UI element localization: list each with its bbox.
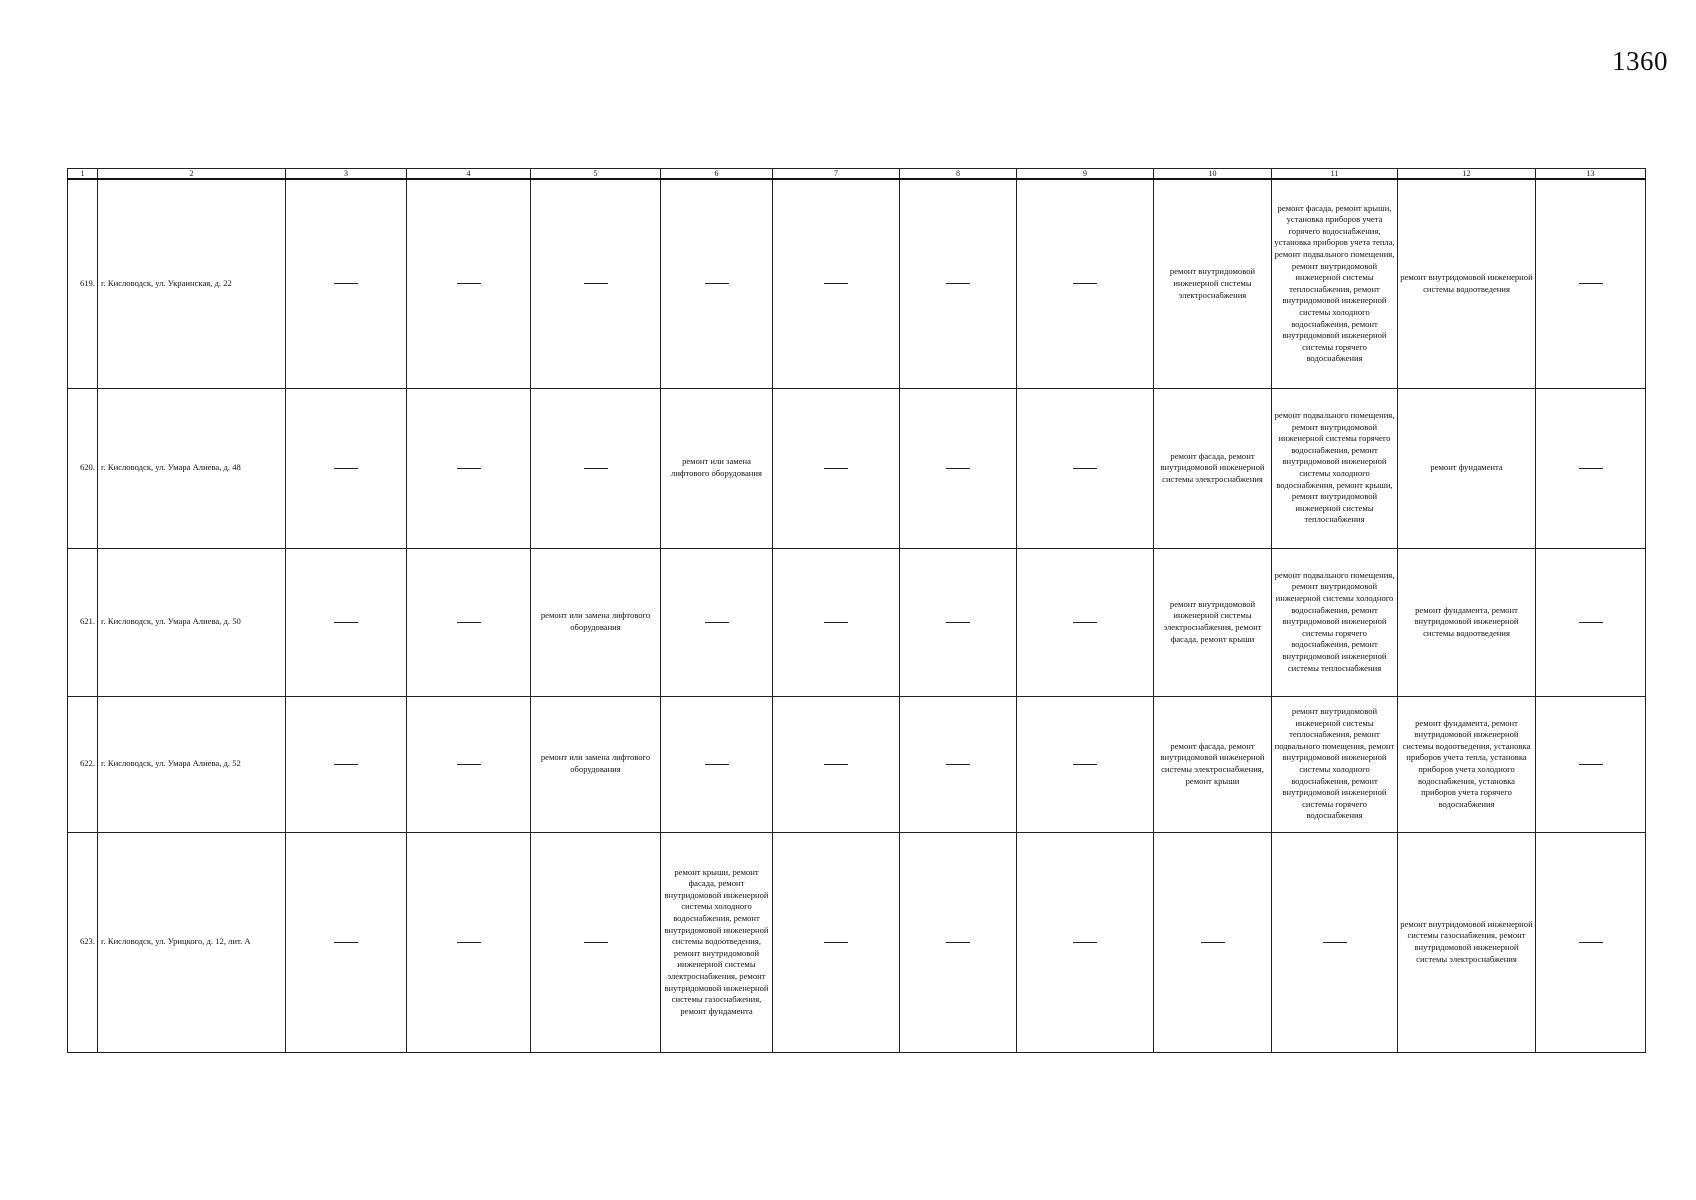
table-cell: [1272, 548, 1398, 696]
work-description: ремонт внутридомовой инженерной системы электроснабжения: [1169, 266, 1256, 300]
row-address: г. Кисловодск, ул. Умара Алиева, д. 50: [98, 548, 286, 696]
dash-cell: [1201, 942, 1225, 943]
row-address: г. Кисловодск, ул. Умара Алиева, д. 52: [98, 696, 286, 832]
dash-cell: [457, 764, 481, 765]
table-cell: [407, 388, 531, 548]
column-header: 1: [68, 169, 98, 180]
column-header: 7: [773, 169, 900, 180]
table-cell: [531, 388, 661, 548]
work-description: ремонт фасада, ремонт крыши, установка приборов учета горячего водоснабжения, установка приборов учета тепла, ремонт подвального помещения, ремонт внутридомовой инженерной системы теплоснабжения, ремонт внутридомовой инженерной системы холодного водоснабжения, ремонт внутридомовой инженерной системы горячего водоснабжения: [1274, 202, 1395, 364]
table-cell: [1017, 832, 1154, 1052]
capital-repair-schedule-table: [67, 168, 1646, 1053]
table-cell: [773, 548, 900, 696]
work-description: ремонт подвального помещения, ремонт внутридомовой инженерной системы горячего водоснабжения, ремонт внутридомовой инженерной системы холодного водоснабжения, ремонт крыши, ремонт внутридомовой инженерной системы теплоснабжения: [1274, 410, 1395, 525]
dash-cell: [457, 468, 481, 469]
table-row: [68, 179, 1646, 388]
dash-cell: [334, 764, 358, 765]
table-cell: [286, 179, 407, 388]
table-cell: [900, 696, 1017, 832]
table-cell: [900, 179, 1017, 388]
table-cell: [286, 832, 407, 1052]
work-description: ремонт внутридомовой инженерной системы водоотведения: [1400, 272, 1533, 294]
table-cell: [773, 696, 900, 832]
column-header: 13: [1536, 169, 1646, 180]
table-cell: [1398, 388, 1536, 548]
table-row: [68, 832, 1646, 1052]
table-cell: [1536, 179, 1646, 388]
dash-cell: [334, 468, 358, 469]
table-cell: [661, 179, 773, 388]
dash-cell: [946, 468, 970, 469]
row-number: 621.: [68, 548, 98, 696]
dash-cell: [824, 283, 848, 284]
table-cell: [1536, 696, 1646, 832]
table-cell: [1398, 696, 1536, 832]
dash-cell: [1073, 942, 1097, 943]
work-description: ремонт фасада, ремонт внутридомовой инженерной системы электроснабжения: [1160, 450, 1265, 484]
row-number: 622.: [68, 696, 98, 832]
table-cell: [1154, 832, 1272, 1052]
column-header: 3: [286, 169, 407, 180]
dash-cell: [824, 622, 848, 623]
dash-cell: [1073, 622, 1097, 623]
dash-cell: [1579, 622, 1603, 623]
table-cell: [661, 388, 773, 548]
table-cell: [286, 388, 407, 548]
column-header: 4: [407, 169, 531, 180]
table-cell: [407, 832, 531, 1052]
work-description: ремонт или замена лифтового оборудования: [540, 752, 651, 774]
table-cell: [773, 832, 900, 1052]
table-cell: [1017, 179, 1154, 388]
table-cell: [531, 832, 661, 1052]
row-number: 623.: [68, 832, 98, 1052]
column-number-header-row: [68, 169, 1646, 180]
dash-cell: [946, 764, 970, 765]
table-cell: [407, 179, 531, 388]
dash-cell: [334, 622, 358, 623]
dash-cell: [1073, 468, 1097, 469]
dash-cell: [705, 764, 729, 765]
dash-cell: [946, 942, 970, 943]
dash-cell: [946, 622, 970, 623]
dash-cell: [584, 468, 608, 469]
column-header: 6: [661, 169, 773, 180]
table-cell: [1398, 548, 1536, 696]
work-description: ремонт подвального помещения, ремонт внутридомовой инженерной системы холодного водоснабжения, ремонт внутридомовой инженерной системы горячего водоснабжения, ремонт внутридомовой инженерной системы теплоснабжения: [1274, 569, 1395, 673]
table-cell: [773, 388, 900, 548]
table-cell: [1536, 388, 1646, 548]
dash-cell: [824, 942, 848, 943]
column-header: 11: [1272, 169, 1398, 180]
row-number: 619.: [68, 179, 98, 388]
table-cell: [531, 548, 661, 696]
dash-cell: [1073, 283, 1097, 284]
table-cell: [661, 832, 773, 1052]
table-cell: [1017, 388, 1154, 548]
table-cell: [1154, 179, 1272, 388]
table-cell: [1398, 832, 1536, 1052]
row-address: г. Кисловодск, ул. Украинская, д. 22: [98, 179, 286, 388]
table-cell: [1536, 832, 1646, 1052]
table-cell: [1398, 179, 1536, 388]
work-description: ремонт или замена лифтового оборудования: [671, 456, 762, 478]
table-cell: [1154, 388, 1272, 548]
row-address: г. Кисловодск, ул. Умара Алиева, д. 48: [98, 388, 286, 548]
table-cell: [1536, 548, 1646, 696]
work-description: ремонт внутридомовой инженерной системы теплоснабжения, ремонт подвального помещения, ремонт внутридомовой инженерной системы холодного водоснабжения, ремонт внутридомовой инженерной системы горячего водоснабжения: [1274, 706, 1395, 821]
table-cell: [286, 548, 407, 696]
work-description: ремонт фундамента, ремонт внутридомовой инженерной системы водоотведения: [1414, 604, 1519, 638]
table-cell: [531, 696, 661, 832]
table-cell: [900, 832, 1017, 1052]
table-row: [68, 548, 1646, 696]
table-cell: [900, 548, 1017, 696]
work-description: ремонт или замена лифтового оборудования: [540, 610, 651, 632]
dash-cell: [946, 283, 970, 284]
table-cell: [1272, 696, 1398, 832]
table-row: [68, 388, 1646, 548]
table-cell: [1154, 548, 1272, 696]
dash-cell: [1579, 764, 1603, 765]
dash-cell: [1579, 283, 1603, 284]
table-cell: [661, 548, 773, 696]
page-number: 1360: [1612, 46, 1668, 76]
table-cell: [1272, 179, 1398, 388]
dash-cell: [334, 283, 358, 284]
table-cell: [1272, 388, 1398, 548]
table-cell: [531, 179, 661, 388]
dash-cell: [584, 283, 608, 284]
work-description: ремонт крыши, ремонт фасада, ремонт внутридомовой инженерной системы холодного водоснабжения, ремонт внутридомовой инженерной системы водоотведения, ремонт внутридомовой инженерной системы электроснабжения, ремонт внутридомовой инженерной системы газоснабжения, ремонт фундамента: [664, 866, 769, 1016]
dash-cell: [705, 622, 729, 623]
dash-cell: [457, 622, 481, 623]
table-cell: [407, 696, 531, 832]
column-header: 5: [531, 169, 661, 180]
work-description: ремонт фундамента, ремонт внутридомовой инженерной системы водоотведения, установка приборов учета тепла, установка приборов учета холодного водоснабжения, установка приборов учета горячего водоснабжения: [1402, 717, 1531, 809]
dash-cell: [1579, 942, 1603, 943]
column-header: 12: [1398, 169, 1536, 180]
dash-cell: [824, 764, 848, 765]
dash-cell: [584, 942, 608, 943]
table-cell: [1017, 548, 1154, 696]
work-description: ремонт фасада, ремонт внутридомовой инженерной системы электроснабжения, ремонт крыши: [1160, 740, 1265, 786]
table-cell: [1017, 696, 1154, 832]
table-row: [68, 696, 1646, 832]
column-header: 10: [1154, 169, 1272, 180]
work-description: ремонт внутридомовой инженерной системы электроснабжения, ремонт фасада, ремонт крыши: [1163, 598, 1262, 644]
row-number: 620.: [68, 388, 98, 548]
table-cell: [1272, 832, 1398, 1052]
dash-cell: [457, 942, 481, 943]
dash-cell: [1323, 942, 1347, 943]
dash-cell: [1579, 468, 1603, 469]
table-cell: [286, 696, 407, 832]
dash-cell: [705, 283, 729, 284]
dash-cell: [457, 283, 481, 284]
column-header: 8: [900, 169, 1017, 180]
dash-cell: [1073, 764, 1097, 765]
work-description: ремонт внутридомовой инженерной системы газоснабжения, ремонт внутридомовой инженерной системы электроснабжения: [1400, 918, 1533, 964]
work-description: ремонт фундамента: [1430, 462, 1503, 473]
table-cell: [773, 179, 900, 388]
table-cell: [661, 696, 773, 832]
dash-cell: [334, 942, 358, 943]
column-header: 2: [98, 169, 286, 180]
table-cell: [900, 388, 1017, 548]
table-cell: [407, 548, 531, 696]
dash-cell: [824, 468, 848, 469]
row-address: г. Кисловодск, ул. Урицкого, д. 12, лит. А: [98, 832, 286, 1052]
table-cell: [1154, 696, 1272, 832]
column-header: 9: [1017, 169, 1154, 180]
